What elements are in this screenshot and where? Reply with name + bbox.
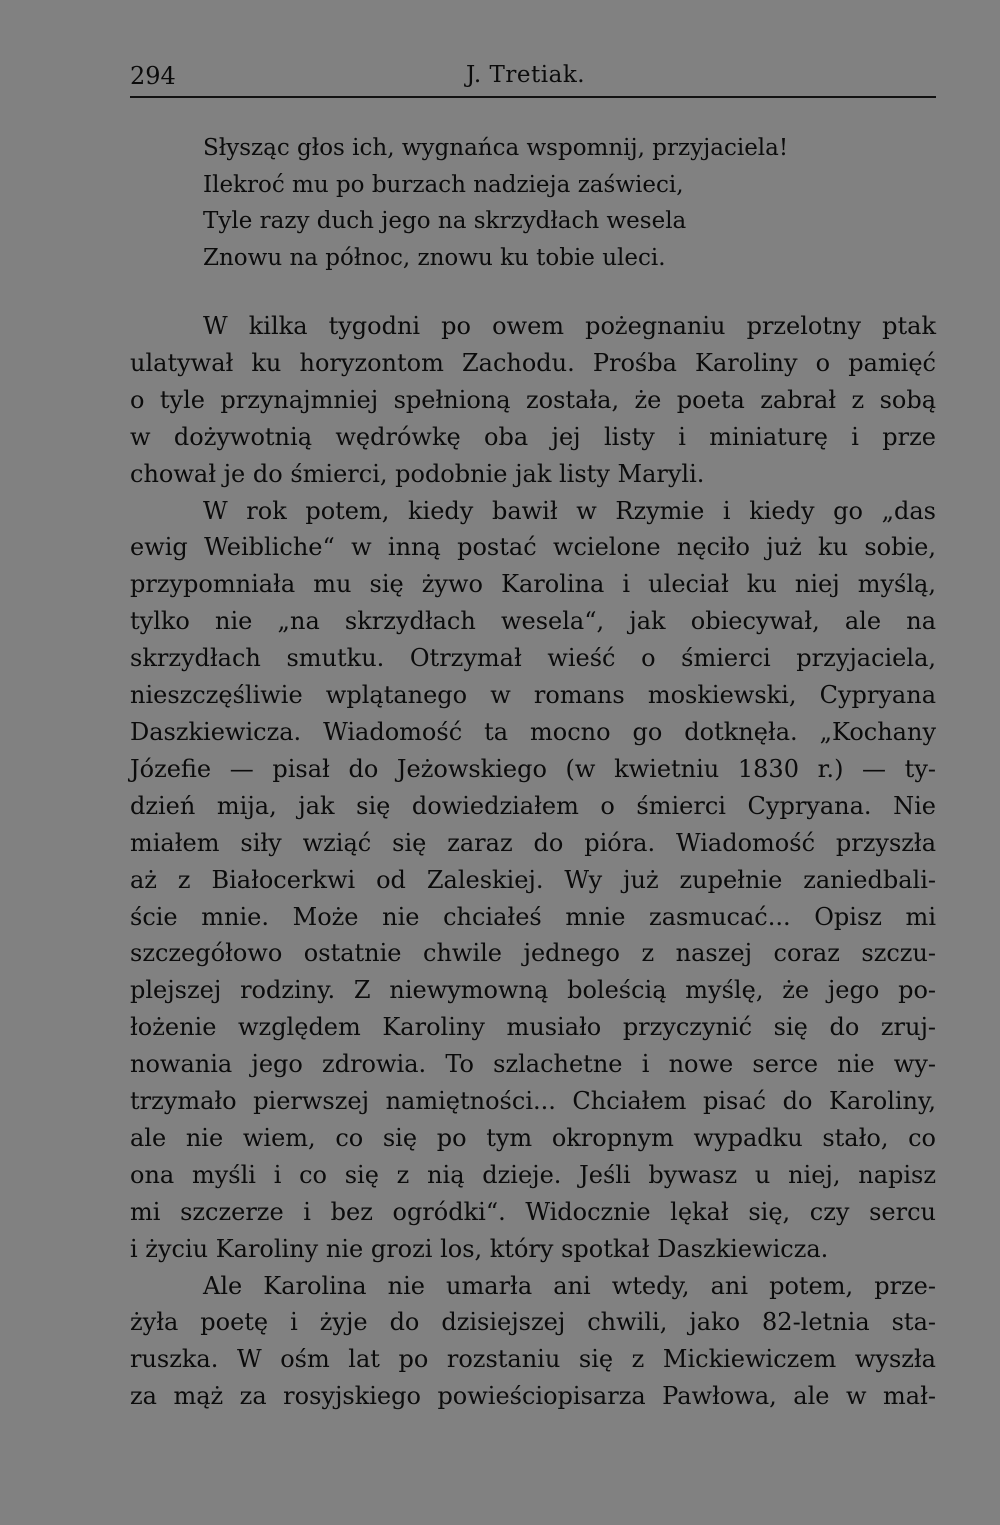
text-line: ruszka. W ośm lat po rozstaniu się z Mickiewiczem wyszła <box>130 1345 936 1374</box>
text-line: chował je do śmierci, podobnie jak listy Maryli. <box>130 459 705 488</box>
verse-line: Ilekroć mu po burzach nadzieja zaświeci, <box>203 171 684 198</box>
text-line: łożenie względem Karoliny musiało przyczynić się do zruj- <box>130 1013 936 1042</box>
text-line: ewig Weibliche“ w inną postać wcielone nęciło już ku sobie, <box>130 533 936 562</box>
running-header <box>130 58 936 96</box>
text-line: ale nie wiem, co się po tym okropnym wypadku stało, co <box>130 1123 936 1152</box>
text-line: szczegółowo ostatnie chwile jednego z naszej coraz szczu- <box>130 939 936 968</box>
text-line: trzymało pierwszej namiętności... Chciałem pisać do Karoliny, <box>130 1087 936 1116</box>
text-line: Józefie — pisał do Jeżowskiego (w kwietniu 1830 r.) — ty- <box>130 754 936 783</box>
text-line: Daszkiewicza. Wiadomość ta mocno go dotknęła. „Kochany <box>130 717 936 746</box>
text-line: miałem siły wziąć się zaraz do pióra. Wiadomość przyszła <box>130 828 936 857</box>
header-rule <box>130 96 936 98</box>
text-line: skrzydłach smutku. Otrzymał wieść o śmierci przyjaciela, <box>130 644 936 673</box>
text-line: ona myśli i co się z nią dzieje. Jeśli bywasz u niej, napisz <box>130 1160 936 1189</box>
text-line: aż z Białocerkwi od Zaleskiej. Wy już zupełnie zaniedbali- <box>130 865 936 894</box>
verse-line: Znowu na północ, znowu ku tobie uleci. <box>203 245 666 272</box>
text-line: nowania jego zdrowia. To szlachetne i nowe serce nie wy- <box>130 1050 936 1079</box>
verse-line: Tyle razy duch jego na skrzydłach wesela <box>203 208 687 235</box>
text-line: nieszczęśliwie wplątanego w romans moskiewski, Cypryana <box>130 681 936 710</box>
text-line: przypomniała mu się żywo Karolina i uleciał ku niej myślą, <box>130 570 936 599</box>
text-line: za mąż za rosyjskiego powieściopisarza Pawłowa, ale w mał- <box>130 1382 936 1411</box>
text-line: i życiu Karoliny nie grozi los, który spotkał Daszkiewicza. <box>130 1234 829 1263</box>
text-line: tylko nie „na skrzydłach wesela“, jak obiecywał, ale na <box>130 607 936 636</box>
text-line: plejszej rodziny. Z niewymowną boleścią myślę, że jego po- <box>130 976 936 1005</box>
text-line: W kilka tygodni po owem pożegnaniu przelotny ptak <box>203 312 936 340</box>
verse-line: Słysząc głos ich, wygnańca wspomnij, przyjaciela! <box>203 135 789 161</box>
verse-stanza <box>203 130 903 277</box>
text-line: ście mnie. Może nie chciałeś mnie zasmucać... Opisz mi <box>130 902 936 931</box>
body-text <box>130 308 936 1415</box>
text-line: żyła poetę i żyje do dzisiejszej chwili, jako 82-letnia sta- <box>130 1308 936 1337</box>
text-line: W rok potem, kiedy bawił w Rzymie i kiedy go „das <box>203 496 936 525</box>
text-line: w dożywotnią wędrówkę oba jej listy i miniaturę i prze <box>130 422 936 451</box>
text-line: dzień mija, jak się dowiedziałem o śmierci Cypryana. Nie <box>130 791 936 820</box>
running-title: J. Tretiak. <box>466 62 586 88</box>
text-line: o tyle przynajmniej spełnioną została, że poeta zabrał z sobą <box>130 385 936 414</box>
page-number: 294 <box>130 62 176 90</box>
text-line: ulatywał ku horyzontom Zachodu. Prośba Karoliny o pamięć <box>130 348 936 377</box>
text-line: mi szczerze i bez ogródki“. Widocznie lękał się, czy sercu <box>130 1197 936 1226</box>
text-line: Ale Karolina nie umarła ani wtedy, ani potem, prze- <box>203 1271 936 1300</box>
